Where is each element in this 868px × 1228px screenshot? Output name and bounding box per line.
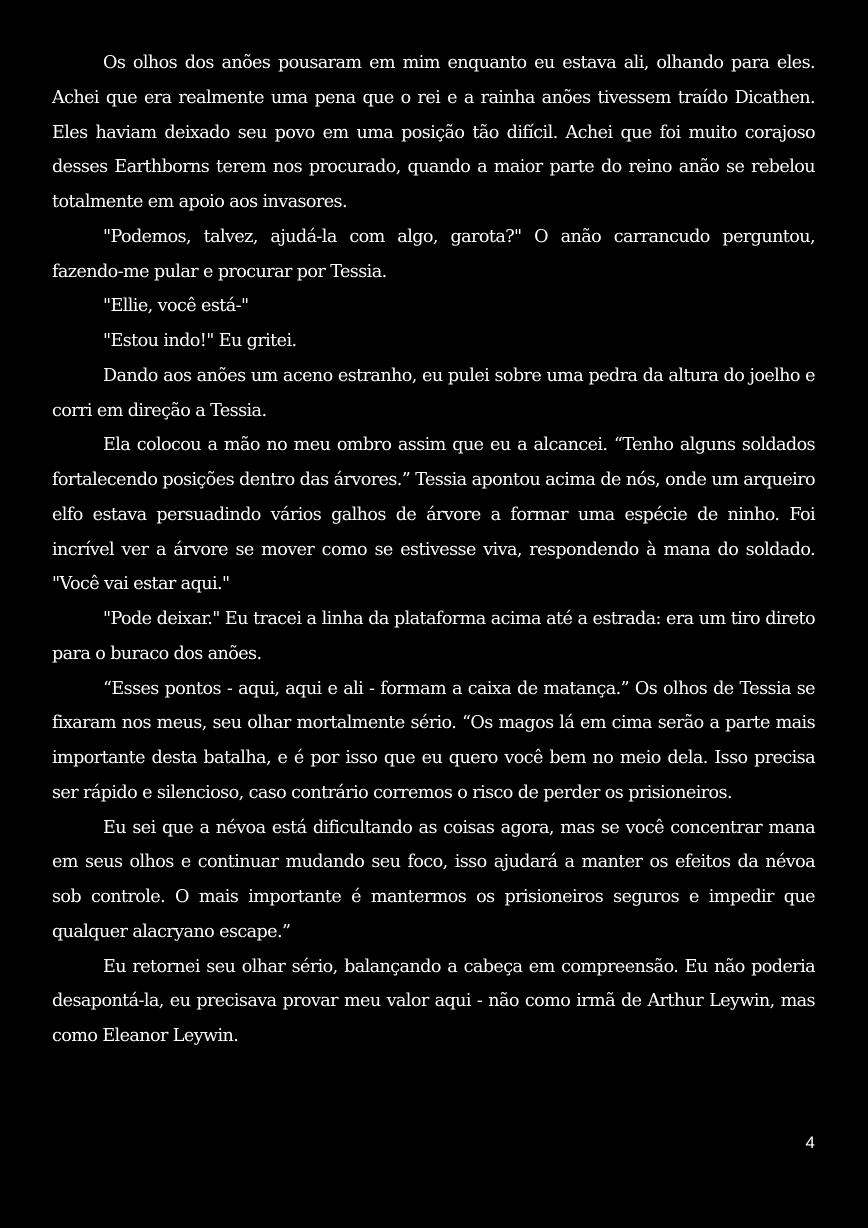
paragraph-2: "Podemos, talvez, ajudá-la com algo, garota?" O anão carrancudo perguntou, fazendo-me pular e procurar por Tessia.: [52, 226, 815, 282]
paragraph-3: "Ellie, você está-": [103, 296, 249, 317]
paragraph-1: Os olhos dos anões pousaram em mim enquanto eu estava ali, olhando para eles. Achei que era realmente uma pena que o rei e a rainha anões tivessem traído Dicathen. Eles haviam deixado seu povo em uma posição tão difícil. Achei que foi muito corajoso desses Earthborns terem nos procurado, quando a maior parte do reino anão se rebelou totalmente em apoio aos invasores.: [52, 53, 815, 212]
paragraph-4: "Estou indo!" Eu gritei.: [103, 331, 297, 351]
paragraph-9: Eu sei que a névoa está dificultando as coisas agora, mas se você concentrar mana em seus olhos e continuar mudando seu foco, isso ajudará a manter os efeitos da névoa sob controle. O mais importante é mantermos os prisioneiros seguros e impedir que qualquer alacryano escape.”: [52, 817, 815, 942]
paragraph-7: "Pode deixar." Eu tracei a linha da plataforma acima até a estrada: era um tiro direto para o buraco dos anões.: [52, 609, 815, 664]
paragraph-6: Ela colocou a mão no meu ombro assim que eu a alcancei. “Tenho alguns soldados fortalecendo posições dentro das árvores.” Tessia apontou acima de nós, onde um arqueiro elfo estava persuadindo vários galhos de árvore a formar uma espécie de ninho. Foi incrível ver a árvore se mover como se estivesse viva, respondendo à mana do soldado. "Você vai estar aqui.": [52, 435, 815, 595]
paragraph-5: Dando aos anões um aceno estranho, eu pulei sobre uma pedra da altura do joelho e corri em direção a Tessia.: [52, 365, 815, 421]
paragraph-8: “Esses pontos - aqui, aqui e ali - formam a caixa de matança.” Os olhos de Tessia se fixaram nos meus, seu olhar mortalmente sério. “Os magos lá em cima serão a parte mais importante desta batalha, e é por isso que eu quero você bem no meio dela. Isso precisa ser rápido e silencioso, caso contrário corremos o risco de perder os prisioneiros.: [52, 678, 815, 803]
paragraph-10: Eu retornei seu olhar sério, balançando a cabeça em compreensão. Eu não poderia desapontá-la, eu precisava provar meu valor aqui - não como irmã de Arthur Leywin, mas como Eleanor Leywin.: [52, 956, 815, 1046]
page-number: 4: [805, 1133, 815, 1152]
document-body: [52, 46, 815, 1054]
